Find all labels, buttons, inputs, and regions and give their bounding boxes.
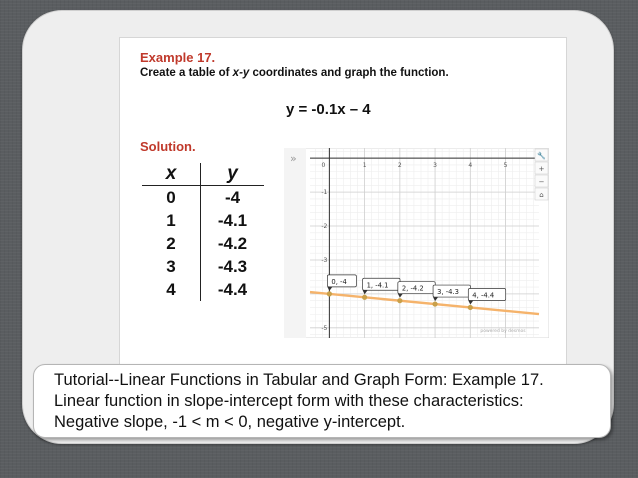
y-cell: -4.1: [217, 210, 248, 230]
example-title: Example 17.: [140, 50, 216, 65]
x-column-header: x: [142, 163, 201, 186]
x-cell: 1: [142, 209, 201, 232]
y-column-header: y: [201, 163, 265, 186]
data-point: [362, 295, 367, 300]
y-cell: -4.2: [217, 233, 248, 253]
y-cell: -4.4: [217, 279, 248, 299]
graph-tool-icon: −: [538, 178, 545, 186]
x-cell: 4: [142, 278, 201, 301]
caption-line-3: Negative slope, -1 < m < 0, negative y-intercept.: [54, 413, 406, 431]
instruction-prefix: Create a table of: [140, 67, 233, 79]
instruction-variable: x-y: [232, 67, 250, 79]
caption-box: [33, 364, 611, 438]
desmos-watermark: powered by desmos: [480, 329, 526, 334]
table-row: [142, 255, 264, 278]
caption-line-1: Tutorial--Linear Functions in Tabular and Graph Form: Example 17.: [54, 371, 544, 389]
caption-line-2: Linear function in slope-intercept form with these characteristics:: [54, 392, 524, 410]
x-cell: 2: [142, 232, 201, 255]
point-label-text: 4, -4.4: [472, 291, 495, 300]
expression-sidebar: [284, 148, 306, 338]
table-row: [142, 232, 264, 255]
point-label-text: 1, -4.1: [366, 281, 389, 290]
table-row: [142, 209, 264, 232]
point-label-text: 0, -4: [331, 277, 347, 286]
y-cell: -4: [224, 187, 241, 207]
graph-canvas[interactable]: [284, 148, 549, 338]
x-tick-label: 4: [468, 162, 473, 170]
x-tick-label: 1: [362, 162, 367, 170]
graph-tool-icon: 🔧: [537, 152, 546, 160]
x-tick-label: 3: [433, 162, 437, 170]
instruction-suffix: coordinates and graph the function.: [249, 67, 449, 79]
point-label-text: 2, -4.2: [401, 284, 424, 293]
xy-table: [142, 163, 264, 301]
y-tick-label: -1: [321, 189, 328, 197]
y-tick-label: -2: [321, 223, 328, 231]
table-row: [142, 186, 264, 210]
point-label-text: 3, -4.3: [437, 288, 459, 297]
function-graph[interactable]: [284, 148, 549, 338]
x-tick-label: 5: [503, 162, 508, 170]
x-cell: 0: [142, 186, 201, 210]
x-tick-label: 2: [397, 162, 402, 170]
example-instruction: [140, 67, 449, 79]
x-tick-label: 0: [321, 162, 326, 170]
solution-title: Solution.: [140, 139, 196, 154]
table-row: [142, 278, 264, 301]
table-header-row: [142, 163, 264, 186]
example-content-card: [119, 37, 567, 365]
y-tick-label: -3: [321, 256, 328, 264]
x-cell: 3: [142, 255, 201, 278]
data-point: [327, 291, 332, 296]
graph-tool-icon: ⌂: [539, 191, 544, 199]
graph-background: [284, 148, 549, 338]
data-point: [468, 305, 473, 310]
data-point: [432, 301, 437, 306]
y-cell: -4.3: [217, 256, 248, 276]
function-equation: y = -0.1x – 4: [286, 101, 371, 118]
expand-icon: »: [290, 152, 297, 165]
data-point: [397, 298, 402, 303]
graph-tool-icon: +: [538, 165, 545, 173]
y-tick-label: -5: [321, 324, 328, 332]
